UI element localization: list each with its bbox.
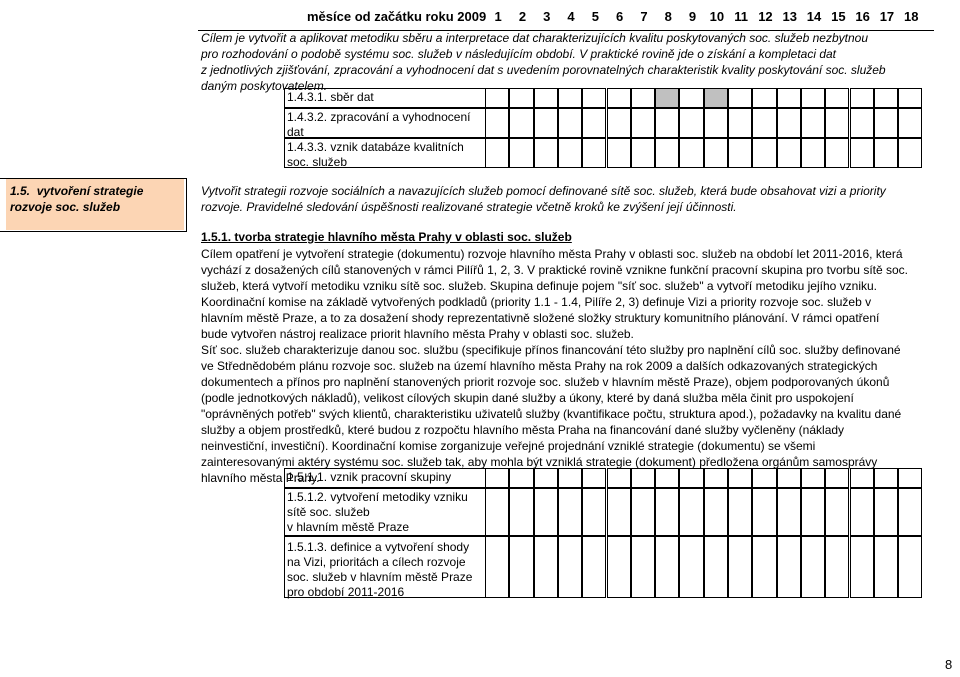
subtask-label: 1.4.3.2. zpracování a vyhodnocení [287,110,471,124]
para-line: bude vytvořen nástroj realizace priorit hlavního města Prahy v oblasti soc. služeb. [201,327,634,341]
schedule-cell [582,468,606,488]
schedule-cell [534,138,558,168]
schedule-cell [607,536,631,598]
para-line: zainteresovanými aktéry systému soc. služeb tak, aby mohla být vzniklá strategie (dokument) předložena orgánům samosprávy [201,455,878,469]
schedule-cell [777,88,801,108]
schedule-cell [631,536,655,598]
schedule-cell [655,108,679,138]
schedule-cell [509,138,533,168]
section-1-5-goal [201,183,931,215]
para-line: vychází z dosažených cílů stanovených v rámci Pilířů 1, 2, 3. V praktické rovině vznikne funkční pracovní skupina pro tvorbu sítě soc. [201,263,908,277]
schedule-cell [801,488,825,536]
schedule-cell [704,88,728,108]
schedule-cell [704,108,728,138]
goal-line: Vytvořit strategii rozvoje sociálních a navazujících služeb pomocí definované sítě soc. služeb, která bude obsahovat vizi a priority [201,184,886,198]
schedule-cell [874,488,898,536]
schedule-cell [801,108,825,138]
schedule-cell [679,536,703,598]
schedule-cell [582,138,606,168]
subtask-label: soc. služeb v hlavním městě Praze [287,570,473,584]
schedule-cell [777,468,801,488]
month-header-cell: 3 [543,9,551,24]
month-header-cell: 5 [591,9,599,24]
schedule-cell [655,138,679,168]
schedule-cell [825,536,849,598]
schedule-cell [777,536,801,598]
schedule-cell [801,468,825,488]
month-header-cell: 18 [904,9,919,24]
page-number: 8 [945,657,953,672]
subtask-label: v hlavním městě Praze [287,520,410,534]
month-header-cell: 8 [664,9,672,24]
schedule-cell [728,88,752,108]
schedule-cell [728,536,752,598]
schedule-cell [679,468,703,488]
schedule-cell [607,488,631,536]
schedule-cell [558,536,582,598]
schedule-cell [801,138,825,168]
desc-line: Cílem je vytvořit a aplikovat metodiku sběru a interpretace dat charakterizujících kvalitu poskytovaných soc. služeb nezbytnou [201,31,868,45]
schedule-cell [679,488,703,536]
schedule-cell [898,108,922,138]
subtask-label: sítě soc. služeb [287,505,370,519]
schedule-cell [655,88,679,108]
month-header-cell: 1 [494,9,502,24]
schedule-cell [485,138,509,168]
schedule-cell [534,88,558,108]
schedule-cell [825,468,849,488]
schedule-cell [534,488,558,536]
month-header-cell: 9 [688,9,697,24]
schedule-cell [704,468,728,488]
schedule-cell [679,88,703,108]
para-line: neinvestiční, investiční). Koordinační komise zorganizuje veřejné projednání vzniklé strategie (dokumentu) se všemi [201,439,816,453]
schedule-cell [752,88,776,108]
goal-line: rozvoje. Pravidelné sledování úspěšnosti realizované strategie včetně kroků ke zvýšení její účinnosti. [201,200,737,214]
month-header-cell: 10 [709,9,725,24]
schedule-cell [898,138,922,168]
schedule-cell [752,536,776,598]
month-header-cell: 6 [616,9,624,24]
schedule-cell [874,138,898,168]
para-line: Síť soc. služeb charakterizuje danou soc. službu (specifikuje přínos financování této služby pro naplnění cílů soc. služby definované [201,343,901,357]
schedule-cell [509,88,533,108]
schedule-cell [679,108,703,138]
schedule-label-cell [284,536,486,598]
schedule-cell [558,88,582,108]
block-1-5-1-para1 [201,246,934,342]
schedule-cell [655,468,679,488]
schedule-cell [631,138,655,168]
schedule-label-cell [284,108,486,138]
month-header-cell: 13 [782,9,797,24]
subtask-label: 1.4.3.3. vznik databáze kvalitních [287,140,464,154]
section-title: vytvoření strategie [36,184,144,198]
schedule-cell [485,536,509,598]
schedule-cell [485,88,509,108]
schedule-cell [558,468,582,488]
month-header-cell: 11 [734,9,749,24]
schedule-cell [874,536,898,598]
para-line: "oprávněných potřeb" svých klientů, charakteristiku uživatelů služby (kvantifikace počtu, struktura apod.), požadavky na kvalitu dané [201,407,902,421]
schedule-cell [801,536,825,598]
schedule-cell [509,108,533,138]
schedule-cell [850,488,874,536]
schedule-cell [874,88,898,108]
para-line: ve Střednědobém plánu rozvoje soc. služeb na území hlavního města Prahy na rok 2009 a dalších odkazovaných strategických [201,359,878,373]
section-code: 1.5. [10,184,31,198]
schedule-cell [679,138,703,168]
schedule-cell [752,468,776,488]
schedule-cell [728,468,752,488]
schedule-cell [825,138,849,168]
schedule-cell [777,488,801,536]
section-title: rozvoje soc. služeb [10,200,121,214]
schedule-cell [850,108,874,138]
schedule-cell [874,108,898,138]
subtask-label: dat [287,125,304,139]
para-line: hlavním městě Praze, a to za dosažení shody reprezentativně složené složky struktury komunitního plánování. V rámci opatření [201,311,880,325]
schedule-cell [558,108,582,138]
schedule-cell [485,488,509,536]
schedule-cell [825,488,849,536]
schedule-cell [655,488,679,536]
schedule-cell [777,108,801,138]
subtask-label: pro období 2011-2016 [287,585,405,599]
schedule-cell [704,138,728,168]
schedule-cell [582,88,606,108]
desc-line: daným poskytovatelem. [201,79,328,93]
schedule-cell [509,468,533,488]
schedule-cell [582,108,606,138]
schedule-cell [631,88,655,108]
schedule-cell [558,138,582,168]
schedule-cell [631,468,655,488]
desc-line: z jednotlivých zjišťování, zpracování a vyhodnocení dat s uvedením porovnatelných charakteristik kvality poskytování soc. služeb [201,63,886,77]
subtask-label: na Vizi, prioritách a cílech rozvoje [287,555,466,569]
para-line: Cílem opatření je vytvoření strategie (dokumentu) rozvoje hlavního města Prahy v oblasti soc. služeb na období let 2011-2016, která [201,247,903,261]
schedule-cell [607,108,631,138]
schedule-cell [728,138,752,168]
schedule-cell [850,536,874,598]
subtask-label: 1.5.1.2. vytvoření metodiky vzniku [287,490,468,504]
schedule-cell [509,536,533,598]
schedule-cell [898,536,922,598]
month-header-cell: 15 [831,9,846,24]
para-line: Koordinační komise na základě vytvořených podkladů (priority 1.1 - 1.4, Pilíře 2, 3) definuje Vizi a priority rozvoje soc. služeb v [201,295,872,309]
schedule-label-cell [284,138,486,168]
month-header-cell: 7 [640,9,648,24]
schedule-cell [874,468,898,488]
schedule-cell [898,88,922,108]
subtask-label: 1.5.1.3. definice a vytvoření shody [287,540,470,554]
month-header-cell: 2 [518,9,527,24]
schedule-cell [607,138,631,168]
subtask-label: soc. služeb [287,155,348,169]
schedule-cell [801,88,825,108]
schedule-cell [534,536,558,598]
schedule-cell [728,488,752,536]
schedule-cell [631,488,655,536]
schedule-cell [631,108,655,138]
block-1-5-1-title: 1.5.1. tvorba strategie hlavního města Prahy v oblasti soc. služeb [201,230,572,244]
schedule-cell [825,108,849,138]
para-line: hlavního města Prahy. [201,471,320,485]
section-1-5-label [6,179,184,230]
subtask-label: 1.5.1.1. vznik pracovní skupiny [287,470,452,484]
month-header-cell: 12 [758,9,773,24]
schedule-cell [485,468,509,488]
block-1-5-1-para2 [201,342,934,486]
month-header-cell: 4 [567,9,575,24]
schedule-cell [777,138,801,168]
schedule-cell [825,88,849,108]
para-line: služby a objem prostředků, které budou z rozpočtu hlavního města Praha na financování dané služby vyčleněny (náklady [201,423,845,437]
para-line: dokumentech a přínos pro naplnění stanovených priorit rozvoje soc. služeb v hlavním městě Praze), objem podporovaných úkonů [201,375,890,389]
schedule-cell [485,108,509,138]
schedule-label-cell [284,88,486,108]
month-header-cell: 17 [879,9,895,24]
schedule-cell [728,108,752,138]
desc-line: pro rozhodování o podobě systému soc. služeb v následujícím období. V praktické rovině jde o získání a kompletaci dat [201,47,837,61]
schedule-cell [582,536,606,598]
para-line: služeb, která vytvoří metodiku vzniku sítě soc. služeb. Skupina definuje pojem "síť soc. služeb" a vytvoří metodiku jejího vzniku. [201,279,877,293]
schedule-cell [898,468,922,488]
schedule-cell [752,138,776,168]
month-header-cell: 14 [806,9,822,24]
schedule-label-cell [284,468,486,488]
schedule-cell [582,488,606,536]
schedule-label-cell [284,488,486,536]
schedule-cell [607,88,631,108]
schedule-cell [850,468,874,488]
schedule-cell [534,108,558,138]
schedule-cell [534,468,558,488]
schedule-cell [704,536,728,598]
schedule-cell [607,468,631,488]
schedule-cell [752,488,776,536]
schedule-cell [850,88,874,108]
months-label: měsíce od začátku roku 2009 [307,9,487,24]
subtask-label: 1.4.3.1. sběr dat [287,90,374,104]
schedule-cell [655,536,679,598]
block-1-4-3-description [201,30,931,94]
schedule-cell [752,108,776,138]
schedule-cell [704,488,728,536]
schedule-cell [509,488,533,536]
para-line: (podle jednotkových nákladů), velikost cílových skupin dané služby a úkony, které by daná služba měla činit pro uspokojení [201,391,854,405]
schedule-cell [558,488,582,536]
schedule-cell [898,488,922,536]
schedule-cell [850,138,874,168]
month-header-cell: 16 [855,9,870,24]
